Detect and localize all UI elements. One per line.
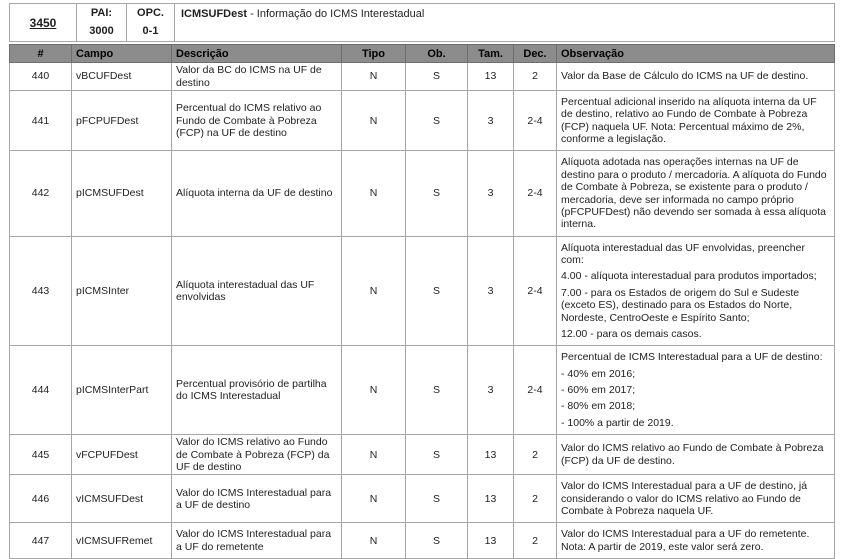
field-type-cell: N: [342, 236, 406, 346]
field-number-cell: 441: [10, 90, 72, 151]
pai-label: PAI:: [90, 7, 113, 19]
field-description-cell: Alíquota interestadual das UF envolvidas: [172, 236, 342, 346]
column-header-row: [10, 45, 835, 63]
field-dec-cell: 2-4: [514, 151, 557, 236]
field-description-cell: Alíquota interna da UF de destino: [172, 151, 342, 236]
field-ob-cell: S: [406, 435, 468, 475]
observation-paragraph: - 100% a partir de 2019.: [561, 416, 674, 429]
observation-paragraph: Alíquota adotada nas operações internas na UF de destino para o produto / mercadoria. A alíquota do Fundo de Combate à Pobreza, se existente para o produto / mercadoria, deve ser informada no campo próprio (pFCPUFDest) não devendo ser somada à essa alíquota interna.: [561, 156, 827, 231]
field-observation-cell: [557, 151, 835, 236]
field-number-cell: 445: [10, 435, 72, 475]
field-dec-cell: 2-4: [514, 236, 557, 346]
pai-value: 3000: [89, 24, 114, 37]
observation-paragraph: Valor da Base de Cálculo do ICMS na UF de destino.: [561, 70, 809, 83]
field-name-cell: pICMSUFDest: [72, 151, 172, 236]
section-title-cell: [175, 4, 835, 42]
field-name-cell: vICMSUFDest: [72, 475, 172, 523]
observation-paragraph: Percentual de ICMS Interestadual para a UF de destino:: [561, 351, 823, 364]
group-id-cell: [10, 4, 77, 42]
field-observation-cell: [557, 523, 835, 559]
field-type-cell: N: [342, 523, 406, 559]
field-number-cell: 443: [10, 236, 72, 346]
table-row: [10, 435, 835, 475]
observation-paragraph: Valor do ICMS Interestadual para a UF do remetente. Nota: A partir de 2019, este valor será zero.: [561, 528, 810, 553]
observation-paragraph: Percentual adicional inserido na alíquota interna da UF de destino, relativo ao Fundo de Combate à Pobreza (FCP) naquela UF. Nota: Percentual máximo de 2%, conforme a legislação.: [561, 95, 817, 146]
field-observation-cell: [557, 346, 835, 435]
observation-paragraph: Valor do ICMS Interestadual para a UF de destino, já considerando o valor do ICMS relativo ao Fundo de Combate à Pobreza naquela UF.: [561, 480, 808, 518]
col-header-tam: Tam.: [468, 45, 514, 63]
field-dec-cell: 2-4: [514, 346, 557, 435]
field-dec-cell: 2: [514, 435, 557, 475]
field-observation-cell: [557, 435, 835, 475]
table-row: [10, 523, 835, 559]
field-name-cell: vBCUFDest: [72, 63, 172, 91]
field-ob-cell: S: [406, 346, 468, 435]
field-dec-cell: 2: [514, 475, 557, 523]
field-dec-cell: 2: [514, 63, 557, 91]
field-ob-cell: S: [406, 63, 468, 91]
field-dec-cell: 2: [514, 523, 557, 559]
field-ob-cell: S: [406, 236, 468, 346]
field-type-cell: N: [342, 346, 406, 435]
col-header-campo: Campo: [72, 45, 172, 63]
field-number-cell: 442: [10, 151, 72, 236]
field-name-cell: pFCPUFDest: [72, 90, 172, 151]
col-header-ob: Ob.: [406, 45, 468, 63]
field-ob-cell: S: [406, 523, 468, 559]
field-tam-cell: 13: [468, 475, 514, 523]
field-number-cell: 446: [10, 475, 72, 523]
observation-paragraph: Alíquota interestadual das UF envolvidas, preencher com:: [561, 241, 805, 267]
field-tam-cell: 13: [468, 523, 514, 559]
col-header-tipo: Tipo: [342, 45, 406, 63]
group-header-table: [9, 3, 835, 42]
field-description-cell: Valor da BC do ICMS na UF de destino: [172, 63, 342, 91]
table-row: [10, 90, 835, 151]
observation-paragraph: 7.00 - para os Estados de origem do Sul e Sudeste (exceto ES), destinado para os Estados do Norte, Nordeste, CentroOeste e Espírito Santo;: [561, 286, 800, 324]
field-description-cell: Valor do ICMS Interestadual para a UF de destino: [172, 475, 342, 523]
observation-paragraph: - 60% em 2017;: [561, 384, 636, 397]
field-type-cell: N: [342, 90, 406, 151]
field-type-cell: N: [342, 475, 406, 523]
table-row: [10, 151, 835, 236]
field-number-cell: 440: [10, 63, 72, 91]
col-header-dec: Dec.: [514, 45, 557, 63]
field-name-cell: pICMSInter: [72, 236, 172, 346]
fields-table: [9, 44, 835, 559]
field-name-cell: vICMSUFRemet: [72, 523, 172, 559]
field-description-cell: Valor do ICMS relativo ao Fundo de Combate à Pobreza (FCP) da UF de destino: [172, 435, 342, 475]
observation-paragraph: 12.00 - para os demais casos.: [561, 327, 702, 340]
field-ob-cell: S: [406, 475, 468, 523]
field-observation-cell: [557, 90, 835, 151]
field-tam-cell: 3: [468, 236, 514, 346]
field-ob-cell: S: [406, 151, 468, 236]
field-name-cell: vFCPUFDest: [72, 435, 172, 475]
field-type-cell: N: [342, 151, 406, 236]
opc-value: 0-1: [142, 24, 159, 37]
observation-paragraph: - 80% em 2018;: [561, 400, 636, 413]
field-observation-cell: [557, 236, 835, 346]
field-observation-cell: [557, 63, 835, 91]
opc-label: OPC.: [137, 7, 164, 19]
opc-cell: [127, 4, 175, 42]
field-tam-cell: 13: [468, 435, 514, 475]
table-row: [10, 236, 835, 346]
field-type-cell: N: [342, 435, 406, 475]
table-row: [10, 346, 835, 435]
pai-cell: [77, 4, 127, 42]
col-header-observacao: Observação: [557, 45, 835, 63]
field-number-cell: 444: [10, 346, 72, 435]
field-description-cell: Valor do ICMS Interestadual para a UF do remetente: [172, 523, 342, 559]
table-row: [10, 475, 835, 523]
col-header-descricao: Descrição: [172, 45, 342, 63]
field-name-cell: pICMSInterPart: [72, 346, 172, 435]
field-observation-cell: [557, 475, 835, 523]
field-type-cell: N: [342, 63, 406, 91]
section-title: - Informação do ICMS Interestadual: [247, 8, 425, 20]
section-code: ICMSUFDest: [181, 8, 248, 20]
group-id-link[interactable]: 3450: [29, 15, 57, 30]
observation-paragraph: - 40% em 2016;: [561, 367, 636, 380]
field-tam-cell: 3: [468, 151, 514, 236]
observation-paragraph: 4.00 - alíquota interestadual para produtos importados;: [561, 270, 817, 283]
table-row: [10, 63, 835, 91]
observation-paragraph: Valor do ICMS relativo ao Fundo de Combate à Pobreza (FCP) da UF de destino.: [561, 442, 824, 467]
field-tam-cell: 13: [468, 63, 514, 91]
field-dec-cell: 2-4: [514, 90, 557, 151]
col-header-num: #: [10, 45, 72, 63]
field-description-cell: Percentual provisório de partilha do ICMS Interestadual: [172, 346, 342, 435]
field-tam-cell: 3: [468, 90, 514, 151]
field-description-cell: Percentual do ICMS relativo ao Fundo de Combate à Pobreza (FCP) na UF de destino: [172, 90, 342, 151]
field-ob-cell: S: [406, 90, 468, 151]
field-tam-cell: 3: [468, 346, 514, 435]
field-number-cell: 447: [10, 523, 72, 559]
